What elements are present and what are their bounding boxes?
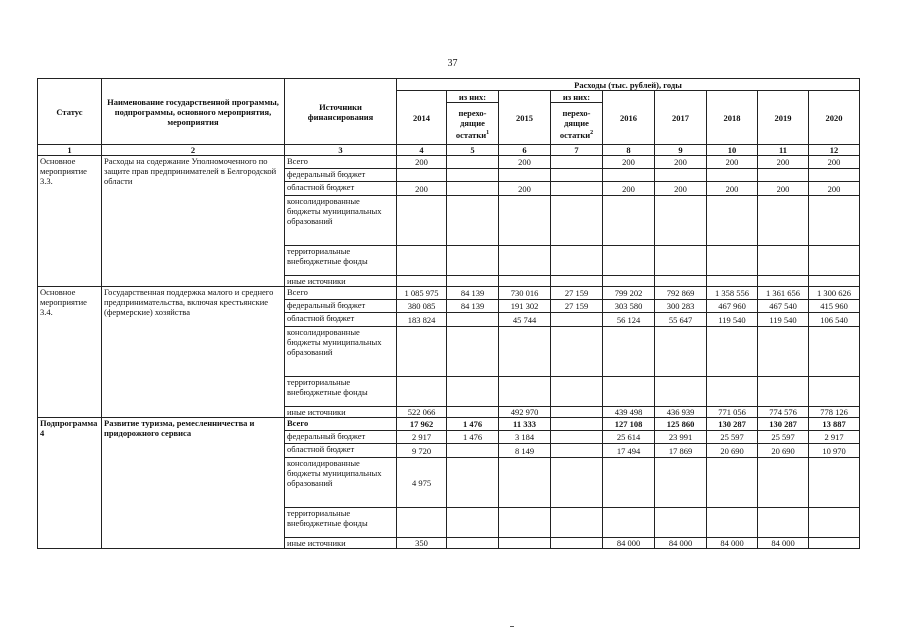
header-year-2015: 2015 [499,91,551,145]
value-cell [499,377,551,407]
value-cell [447,313,499,327]
value-cell: 84 139 [447,287,499,300]
value-cell: 27 159 [551,287,603,300]
column-number: 9 [655,145,707,156]
value-cell: 84 000 [758,538,809,549]
column-number: 4 [397,145,447,156]
value-cell: 1 358 556 [707,287,758,300]
row-source: Всего [285,287,397,300]
column-number: 12 [809,145,860,156]
row-status: Основное мероприятие 3.4. [38,287,102,418]
value-cell: 200 [603,156,655,169]
value-cell [447,327,499,377]
value-cell: 17 962 [397,418,447,431]
value-cell: 84 000 [707,538,758,549]
value-cell [603,196,655,246]
header-transit-2014: перехо-дящие остатки$^1$ [447,103,499,145]
value-cell: 774 576 [758,407,809,418]
value-cell: 200 [499,182,551,196]
row-source: территориальные внебюджетные фонды [285,246,397,276]
value-cell: 778 126 [809,407,860,418]
value-cell [603,327,655,377]
header-status: Статус [38,79,102,145]
value-cell: 200 [499,156,551,169]
value-cell: 2 917 [397,431,447,444]
header-sources: Источники финансирования [285,79,397,145]
row-source: территориальные внебюджетные фонды [285,377,397,407]
value-cell [707,458,758,508]
value-cell: 3 184 [499,431,551,444]
value-cell [758,169,809,182]
value-cell [809,458,860,508]
value-cell [499,276,551,287]
value-cell: 11 333 [499,418,551,431]
value-cell: 4 975 [397,458,447,508]
value-cell [397,276,447,287]
value-cell [655,246,707,276]
value-cell: 106 540 [809,313,860,327]
value-cell [397,508,447,538]
row-source: иные источники [285,538,397,549]
row-source: Всего [285,156,397,169]
value-cell [809,246,860,276]
column-number: 3 [285,145,397,156]
value-cell: 303 580 [603,300,655,313]
value-cell [809,538,860,549]
header-year-2017: 2017 [655,91,707,145]
value-cell: 350 [397,538,447,549]
row-source: федеральный бюджет [285,431,397,444]
value-cell [499,327,551,377]
value-cell: 20 690 [758,444,809,458]
row-source: иные источники [285,407,397,418]
row-source: консолидированные бюджеты муниципальных образований [285,458,397,508]
value-cell: 23 991 [655,431,707,444]
value-cell: 200 [758,182,809,196]
value-cell: 84 000 [655,538,707,549]
value-cell [447,377,499,407]
value-cell: 439 498 [603,407,655,418]
value-cell [655,458,707,508]
value-cell [447,538,499,549]
value-cell [758,246,809,276]
row-source: консолидированные бюджеты муниципальных образований [285,196,397,246]
value-cell: 125 860 [655,418,707,431]
value-cell: 10 970 [809,444,860,458]
table-row [38,418,860,431]
column-number: 1 [38,145,102,156]
value-cell: 200 [758,156,809,169]
value-cell [707,169,758,182]
row-status: Подпрограмма 4 [38,418,102,549]
value-cell: 119 540 [758,313,809,327]
table-row [38,287,860,300]
footnote-mark [510,626,514,627]
value-cell [447,276,499,287]
value-cell [551,458,603,508]
value-cell: 730 016 [499,287,551,300]
value-cell [655,508,707,538]
header-transit-2015: перехо-дящие остатки$^2$ [551,103,603,145]
column-number: 7 [551,145,603,156]
row-source: консолидированные бюджеты муниципальных образований [285,327,397,377]
value-cell: 25 597 [707,431,758,444]
value-cell [551,508,603,538]
value-cell [551,156,603,169]
value-cell: 200 [655,182,707,196]
value-cell: 1 476 [447,431,499,444]
header-of-them-2014: из них: [447,91,499,103]
page-number: 37 [447,58,458,69]
header-year-2019: 2019 [758,91,809,145]
value-cell [551,276,603,287]
value-cell: 191 302 [499,300,551,313]
value-cell [397,377,447,407]
table-body [38,156,860,549]
value-cell [397,327,447,377]
value-cell [551,418,603,431]
value-cell: 200 [603,182,655,196]
value-cell [397,169,447,182]
value-cell: 9 720 [397,444,447,458]
value-cell [447,156,499,169]
value-cell: 8 149 [499,444,551,458]
value-cell [655,276,707,287]
value-cell [707,327,758,377]
value-cell [551,538,603,549]
value-cell [447,182,499,196]
value-cell [603,377,655,407]
value-cell [499,538,551,549]
row-source: федеральный бюджет [285,300,397,313]
value-cell: 25 614 [603,431,655,444]
value-cell [551,431,603,444]
value-cell [447,246,499,276]
value-cell [809,377,860,407]
row-source: федеральный бюджет [285,169,397,182]
value-cell: 2 917 [809,431,860,444]
value-cell: 45 744 [499,313,551,327]
value-cell [809,276,860,287]
value-cell [809,196,860,246]
value-cell: 119 540 [707,313,758,327]
column-number-row [38,145,860,156]
value-cell [707,246,758,276]
value-cell: 467 540 [758,300,809,313]
value-cell [397,246,447,276]
value-cell: 415 960 [809,300,860,313]
value-cell: 436 939 [655,407,707,418]
value-cell [758,327,809,377]
row-name: Государственная поддержка малого и среднего предпринимательства, включая крестьянские (фермерские) хозяйства [102,287,285,418]
value-cell [551,407,603,418]
value-cell: 55 647 [655,313,707,327]
value-cell [551,182,603,196]
value-cell: 1 361 656 [758,287,809,300]
row-source: Всего [285,418,397,431]
value-cell [447,508,499,538]
value-cell: 200 [655,156,707,169]
value-cell [758,508,809,538]
value-cell [447,458,499,508]
value-cell [655,377,707,407]
row-source: областной бюджет [285,182,397,196]
value-cell [499,508,551,538]
row-source: областной бюджет [285,444,397,458]
value-cell: 300 283 [655,300,707,313]
header-year-2014: 2014 [397,91,447,145]
value-cell [603,276,655,287]
value-cell [551,313,603,327]
value-cell [809,508,860,538]
value-cell [447,444,499,458]
header-year-2020: 2020 [809,91,860,145]
row-name: Развитие туризма, ремесленничества и придорожного сервиса [102,418,285,549]
value-cell [707,377,758,407]
row-status: Основное мероприятие 3.3. [38,156,102,287]
value-cell: 1 476 [447,418,499,431]
header-expenses: Расходы (тыс. рублей), годы [397,79,860,91]
column-number: 8 [603,145,655,156]
value-cell [447,407,499,418]
value-cell [397,196,447,246]
value-cell: 84 000 [603,538,655,549]
value-cell: 799 202 [603,287,655,300]
value-cell: 127 108 [603,418,655,431]
value-cell [551,169,603,182]
row-source: областной бюджет [285,313,397,327]
value-cell [758,276,809,287]
value-cell [655,327,707,377]
value-cell: 200 [707,182,758,196]
value-cell: 27 159 [551,300,603,313]
column-number: 6 [499,145,551,156]
value-cell: 20 690 [707,444,758,458]
header-year-2018: 2018 [707,91,758,145]
value-cell [603,458,655,508]
value-cell [603,169,655,182]
value-cell [655,169,707,182]
column-number: 5 [447,145,499,156]
value-cell: 56 124 [603,313,655,327]
value-cell [499,169,551,182]
value-cell: 200 [707,156,758,169]
value-cell [758,377,809,407]
value-cell: 130 287 [707,418,758,431]
value-cell [551,246,603,276]
value-cell [551,196,603,246]
value-cell [707,276,758,287]
row-source: территориальные внебюджетные фонды [285,508,397,538]
expenses-table [37,78,860,549]
value-cell [447,196,499,246]
value-cell [551,444,603,458]
value-cell: 1 085 975 [397,287,447,300]
value-cell [551,377,603,407]
row-name: Расходы на содержание Уполномоченного по защите прав предпринимателей в Белгородской области [102,156,285,287]
value-cell: 183 824 [397,313,447,327]
value-cell [809,327,860,377]
value-cell [447,169,499,182]
value-cell: 25 597 [758,431,809,444]
value-cell [499,196,551,246]
column-number: 2 [102,145,285,156]
value-cell [603,246,655,276]
value-cell: 200 [809,182,860,196]
value-cell: 200 [397,156,447,169]
header-name: Наименование государственной программы, подпрограммы, основного мероприятия, мероприятия [102,79,285,145]
value-cell: 17 494 [603,444,655,458]
row-source: иные источники [285,276,397,287]
value-cell [499,458,551,508]
value-cell [758,196,809,246]
value-cell [707,508,758,538]
value-cell [603,508,655,538]
value-cell: 380 085 [397,300,447,313]
value-cell: 200 [809,156,860,169]
value-cell: 1 300 626 [809,287,860,300]
column-number: 11 [758,145,809,156]
header-of-them-2015: из них: [551,91,603,103]
value-cell [499,246,551,276]
value-cell: 492 970 [499,407,551,418]
value-cell: 17 869 [655,444,707,458]
value-cell [655,196,707,246]
value-cell [707,196,758,246]
value-cell [809,169,860,182]
value-cell: 200 [397,182,447,196]
value-cell: 522 066 [397,407,447,418]
value-cell: 467 960 [707,300,758,313]
value-cell: 771 056 [707,407,758,418]
value-cell [758,458,809,508]
table-row [38,156,860,169]
value-cell: 130 287 [758,418,809,431]
value-cell: 792 869 [655,287,707,300]
value-cell: 84 139 [447,300,499,313]
value-cell [551,327,603,377]
header-year-2016: 2016 [603,91,655,145]
value-cell: 13 887 [809,418,860,431]
column-number: 10 [707,145,758,156]
